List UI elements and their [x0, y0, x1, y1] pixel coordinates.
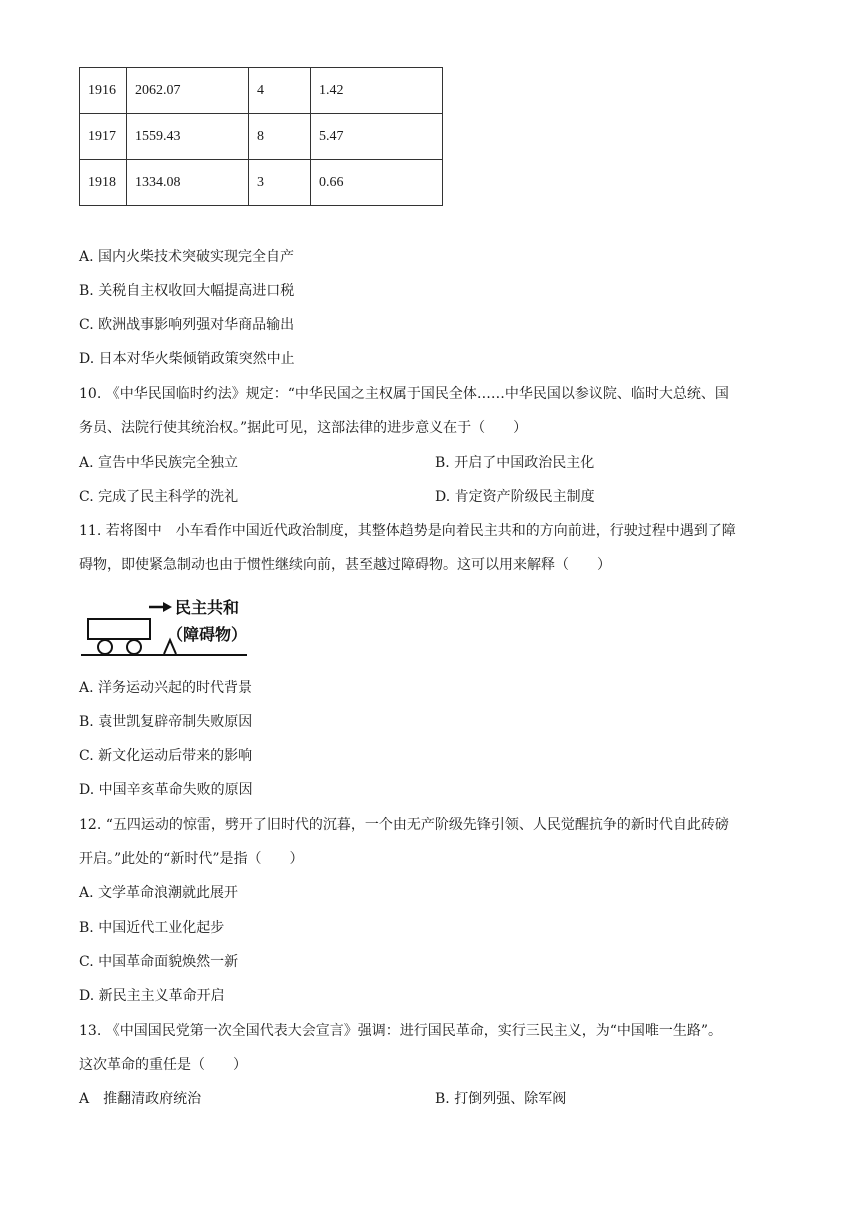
table-cell: 4 — [249, 68, 311, 114]
cart-wheel-icon — [127, 640, 141, 654]
q11-option-a[interactable]: A. 洋务运动兴起的时代背景 — [79, 680, 253, 696]
label-democracy: 民主共和 — [175, 598, 240, 617]
table-cell: 1916 — [80, 68, 127, 114]
q12-stem-line1: 12. “五四运动的惊雷，劈开了旧时代的沉暮，一个由无产阶级先锋引领、人民觉醒抗争的新时代自此砖磅 — [79, 817, 729, 833]
table-cell: 1918 — [80, 160, 127, 206]
q13-stem-line2: 这次革命的重任是（ ） — [79, 1057, 247, 1073]
arrow-head-icon — [163, 602, 172, 612]
q10-option-d[interactable]: D. 肯定资产阶级民主制度 — [435, 489, 595, 505]
table-cell: 5.47 — [311, 114, 443, 160]
q11-stem-line1: 11. 若将图中 小车看作中国近代政治制度，其整体趋势是向着民主共和的方向前进，行驶过程中遇到了障 — [79, 523, 736, 539]
cart-body — [88, 619, 150, 639]
cart-wheel-icon — [98, 640, 112, 654]
q11-option-c[interactable]: C. 新文化运动后带来的影响 — [79, 748, 253, 764]
table-cell: 0.66 — [311, 160, 443, 206]
table-cell: 1917 — [80, 114, 127, 160]
table-cell: 8 — [249, 114, 311, 160]
q11-option-d[interactable]: D. 中国辛亥革命失败的原因 — [79, 782, 253, 798]
table-row — [80, 114, 443, 160]
q11-stem-line2: 碍物，即使紧急制动也由于惯性继续向前，甚至越过障碍物。这可以用来解释（ ） — [79, 557, 611, 573]
q9-option-d[interactable]: D. 日本对华火柴倾销政策突然中止 — [79, 351, 295, 367]
table-cell: 3 — [249, 160, 311, 206]
table-row — [80, 68, 443, 114]
q9-option-b[interactable]: B. 关税自主权收回大幅提高进口税 — [79, 283, 295, 299]
q13-option-a[interactable]: A 推翻清政府统治 — [79, 1091, 202, 1107]
q12-option-a[interactable]: A. 文学革命浪潮就此展开 — [79, 885, 239, 901]
q10-stem-line2: 务员、法院行使其统治权。”据此可见，这部法律的进步意义在于（ ） — [79, 420, 528, 436]
q13-stem-line1: 13. 《中国国民党第一次全国代表大会宣言》强调：进行国民革命，实行三民主义，为“中国唯一生路”。 — [79, 1023, 723, 1039]
table-cell: 1334.08 — [127, 160, 249, 206]
q9-option-a[interactable]: A. 国内火柴技术突破实现完全自产 — [79, 249, 295, 265]
cart-diagram — [79, 594, 259, 664]
q10-option-b[interactable]: B. 开启了中国政治民主化 — [435, 455, 595, 471]
cart-obstacle-figure — [79, 594, 259, 664]
q10-option-c[interactable]: C. 完成了民主科学的洗礼 — [79, 489, 239, 505]
label-obstacle: （障碍物） — [167, 625, 248, 644]
q10-stem-line1: 10. 《中华民国临时约法》规定：“中华民国之主权属于国民全体……中华民国以参议院、临时大总统、国 — [79, 386, 729, 402]
q12-stem-line2: 开启。”此处的“新时代”是指（ ） — [79, 851, 304, 867]
table-row — [80, 160, 443, 206]
q12-option-c[interactable]: C. 中国革命面貌焕然一新 — [79, 954, 239, 970]
q12-option-d[interactable]: D. 新民主主义革命开启 — [79, 988, 225, 1004]
match-import-table — [79, 67, 443, 206]
q9-option-c[interactable]: C. 欧洲战事影响列强对华商品输出 — [79, 317, 295, 333]
table-cell: 1559.43 — [127, 114, 249, 160]
table-cell: 2062.07 — [127, 68, 249, 114]
q12-option-b[interactable]: B. 中国近代工业化起步 — [79, 920, 225, 936]
q11-option-b[interactable]: B. 袁世凯复辟帝制失败原因 — [79, 714, 253, 730]
q13-option-b[interactable]: B. 打倒列强、除军阀 — [435, 1091, 567, 1107]
table-cell: 1.42 — [311, 68, 443, 114]
q10-option-a[interactable]: A. 宣告中华民族完全独立 — [79, 455, 239, 471]
